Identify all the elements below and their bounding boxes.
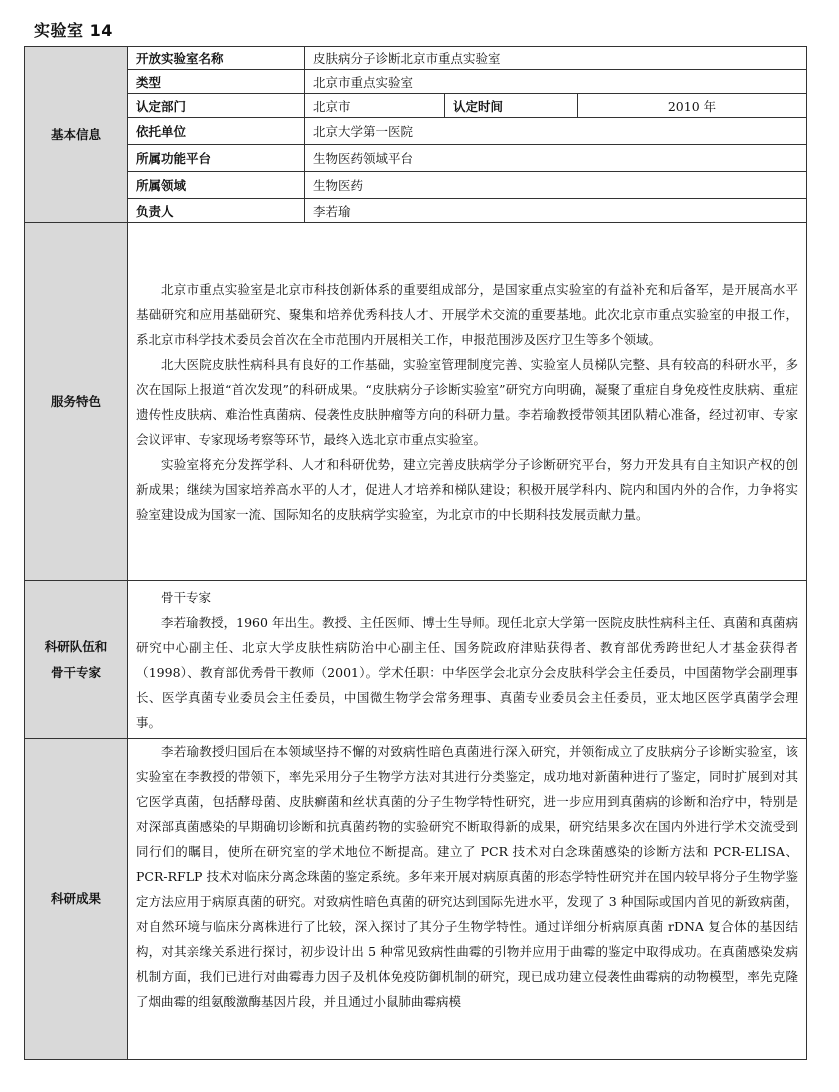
service-paragraph: 北大医院皮肤性病科具有良好的工作基础，实验室管理制度完善、实验室人员梯队完整、具有较高的科研水平，多次在国际上报道“首次发现”的科研成果。“皮肤病分子诊断实验室”研究方向明确，凝聚了重症自身免疫性皮肤病、重症遗传性皮肤病、难治性真菌病、侵袭性皮肤肿瘤等方向的科研力量。李若瑜教授带领其团队精心准备，经过初审、专家会议评审、专家现场考察等环节，最终入选北京市重点实验室。 xyxy=(136,356,798,447)
row-lab-name xyxy=(25,47,807,70)
team-text xyxy=(128,581,807,739)
row-team xyxy=(25,581,807,739)
time-label: 认定时间 xyxy=(445,94,578,118)
host-value: 北京大学第一医院 xyxy=(305,118,807,145)
section-label-team-line2: 骨干专家 xyxy=(50,664,101,680)
service-text xyxy=(128,223,807,581)
row-service xyxy=(25,223,807,581)
results-text xyxy=(128,739,807,1060)
row-leader xyxy=(25,199,807,223)
section-label-basic: 基本信息 xyxy=(25,47,128,223)
row-host xyxy=(25,118,807,145)
results-paragraph: 李若瑜教授归国后在本领域坚持不懈的对致病性暗色真菌进行深入研究，并领衔成立了皮肤病分子诊断实验室，该实验室在李教授的带领下，率先采用分子生物学方法对其进行分类鉴定，成功地对新菌种进行了鉴定，同时扩展到对其它医学真菌，包括酵母菌、皮肤癣菌和丝状真菌的分子生物学特性研究，进一步应用到真菌病的诊断和治疗中，特别是对深部真菌感染的早期确切诊断和抗真菌药物的实验研究不断取得新的成果，研究结果多次在国内外进行学术交流受到同行们的瞩目，使所在研究室的学术地位不断提高。建立了 PCR 技术对白念珠菌感染的诊断方法和 PCR-ELISA、PCR-RFLP 技术对临床分离念珠菌的鉴定系统。多年来开展对病原真菌的形态学特性研究并在国内较早将分子生物学鉴定方法应用于病原真菌的研究。对致病性暗色真菌的研究达到国际先进水平，发现了 3 种国际或国内首见的新致病菌，对自然环境与临床分离株进行了比较，深入探讨了其分子生物学特性。通过详细分析病原真菌 rDNA 复合体的基因结构，对其亲缘关系进行探讨，初步设计出 5 种常见致病性曲霉的引物并应用于曲霉的鉴定中取得成功。在真菌感染发病机制方面，我们已进行对曲霉毒力因子及机体免疫防御机制的研究，现已成功建立侵袭性曲霉病的动物模型，率先克隆了烟曲霉的组氨酸激酶基因片段，并且通过小鼠肺曲霉病模 xyxy=(136,744,798,1009)
host-label: 依托单位 xyxy=(128,118,305,145)
field-value: 生物医药 xyxy=(305,172,807,199)
service-paragraph: 北京市重点实验室是北京市科技创新体系的重要组成部分，是国家重点实验室的有益补充和后备军，是开展高水平基础研究和应用基础研究、聚集和培养优秀科技人才、开展学术交流的重要基地。此次北京市重点实验室的申报工作，系北京市科学技术委员会首次在全市范围内开展相关工作，申报范围涉及医疗卫生等多个领域。 xyxy=(136,281,798,347)
row-type xyxy=(25,70,807,94)
time-value: 2010 年 xyxy=(578,94,807,118)
platform-value: 生物医药领域平台 xyxy=(305,145,807,172)
dept-label: 认定部门 xyxy=(128,94,305,118)
section-label-team-line1: 科研队伍和 xyxy=(44,638,108,654)
row-platform xyxy=(25,145,807,172)
team-subheading: 骨干专家 xyxy=(161,589,212,605)
page-title: 实验室 14 xyxy=(34,21,113,40)
lab-name-label: 开放实验室名称 xyxy=(128,47,305,70)
field-label: 所属领域 xyxy=(128,172,305,199)
service-paragraph: 实验室将充分发挥学科、人才和科研优势，建立完善皮肤病学分子诊断研究平台，努力开发具有自主知识产权的创新成果；继续为国家培养高水平的人才，促进人才培养和梯队建设；积极开展学科内、院内和国内外的合作，力争将实验室建设成为国家一流、国际知名的皮肤病学实验室，为北京市的中长期科技发展贡献力量。 xyxy=(136,456,798,522)
section-label-results: 科研成果 xyxy=(25,739,128,1060)
lab-name-value: 皮肤病分子诊断北京市重点实验室 xyxy=(305,47,807,70)
team-paragraph: 李若瑜教授，1960 年出生。教授、主任医师、博士生导师。现任北京大学第一医院皮肤性病科主任、真菌和真菌病研究中心副主任、北京大学皮肤性病防治中心副主任、国务院政府津贴获得者、教育部优秀跨世纪人才基金获得者（1998）、教育部优秀骨干教师（2001）。学术任职：中华医学会北京分会皮肤科学会主任委员，中国菌物学会副理事长、医学真菌专业委员会主任委员，中国微生物学会常务理事、真菌专业委员会主任委员，亚太地区医学真菌学会理事。 xyxy=(136,614,798,730)
results-clip xyxy=(136,739,798,1057)
platform-label: 所属功能平台 xyxy=(128,145,305,172)
row-field xyxy=(25,172,807,199)
section-label-team xyxy=(25,581,128,739)
row-dept xyxy=(25,94,807,118)
lab-info-table xyxy=(24,46,807,1060)
leader-label: 负责人 xyxy=(128,199,305,223)
type-value: 北京市重点实验室 xyxy=(305,70,807,94)
section-label-service: 服务特色 xyxy=(25,223,128,581)
type-label: 类型 xyxy=(128,70,305,94)
row-results xyxy=(25,739,807,1060)
leader-value: 李若瑜 xyxy=(305,199,807,223)
dept-value: 北京市 xyxy=(305,94,445,118)
